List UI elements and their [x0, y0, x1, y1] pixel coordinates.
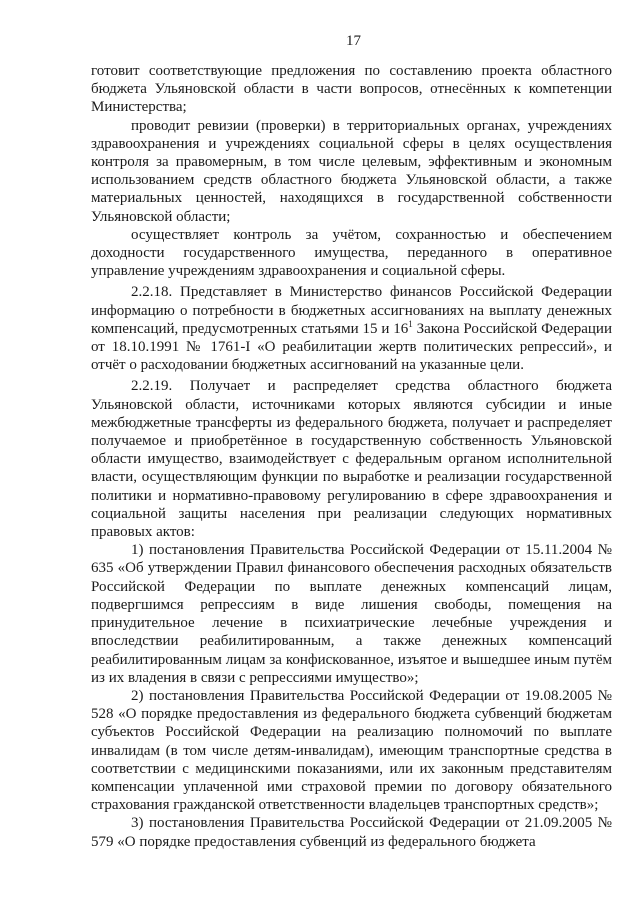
page-number: 17	[346, 33, 361, 49]
document-body	[91, 62, 612, 851]
superscript-one: 1	[408, 318, 413, 329]
list-item-3: 3) постановления Правительства Российской Федерации от 21.09.2005 № 579 «О порядке предоставления субвенций из федерального бюджета	[91, 815, 612, 850]
list-item-2: 2) постановления Правительства Российской Федерации от 19.08.2005 № 528 «О порядке предоставления из федерального бюджета субвенций бюджетам субъектов Российской Федерации на реализацию полномочий по выплате инвалидам (в том числе детям-инвалидам), имеющим транспортные средства в соответствии с медицинскими показаниями, или их законным представителям компенсации уплаченной ими страховой премии по договору обязательного страхования гражданской ответственности владельцев транспортных средств»;	[91, 687, 612, 814]
paragraph-2-2-18-before: 2.2.18. Представляет в Министерство финансов Российской Федерации информацию о потребности в бюджетных ассигнованиях на выплату денежных компенсаций, предусмотренных статьями 15 и 16	[91, 284, 612, 337]
paragraph-2-2-18	[91, 283, 612, 374]
paragraph-property-control: осуществляет контроль за учётом, сохранностью и обеспечением доходности государственного имущества, переданного в оперативное управление учреждениям здравоохранения и социальной сферы.	[91, 226, 612, 280]
list-item-1: 1) постановления Правительства Российской Федерации от 15.11.2004 № 635 «Об утверждении Правил финансового обеспечения расходных обязательств Российской Федерации по выплате денежных компенсаций лицам, подвергшимся репрессиям в виде лишения свободы, помещения на принудительное лечение в психиатрические лечебные учреждения и впоследствии реабилитированным, а также денежных компенсаций реабилитированным лицам за конфискованное, изъятое и вышедшее иным путём из их владения в связи с репрессиями имущество»;	[91, 542, 612, 686]
paragraph-budget-proposals: готовит соответствующие предложения по составлению проекта областного бюджета Ульяновской области в части вопросов, отнесённых к компетенции Министерства;	[91, 63, 612, 116]
paragraph-2-2-18-after: Закона Российской Федерации от 18.10.1991 № 1761-I «О реабилитации жертв политических репрессий», и отчёт о расходовании бюджетных ассигнований на указанные цели.	[91, 320, 612, 374]
paragraph-audits: проводит ревизии (проверки) в территориальных органах, учреждениях здравоохранения и учреждениях социальной сферы в целях осуществления контроля за правомерным, в том числе целевым, эффективным и экономным использованием средств областного бюджета Ульяновской области, а также материальных ценностей, находящихся в государственной собственности Ульяновской области;	[91, 117, 612, 225]
paragraph-2-2-19: 2.2.19. Получает и распределяет средства областного бюджета Ульяновской области, источниками которых являются субсидии и иные межбюджетные трансферты из федерального бюджета, получает и распределяет получаемое и приобретённое в государственную собственность Ульяновской области имущество, взаимодействует с федеральным органом исполнительной власти, осуществляющим функции по выработке и реализации государственной политики и нормативно-правовому регулированию в сфере здравоохранения и социальной защиты населения при реализации следующих нормативных правовых актов:	[91, 378, 612, 541]
